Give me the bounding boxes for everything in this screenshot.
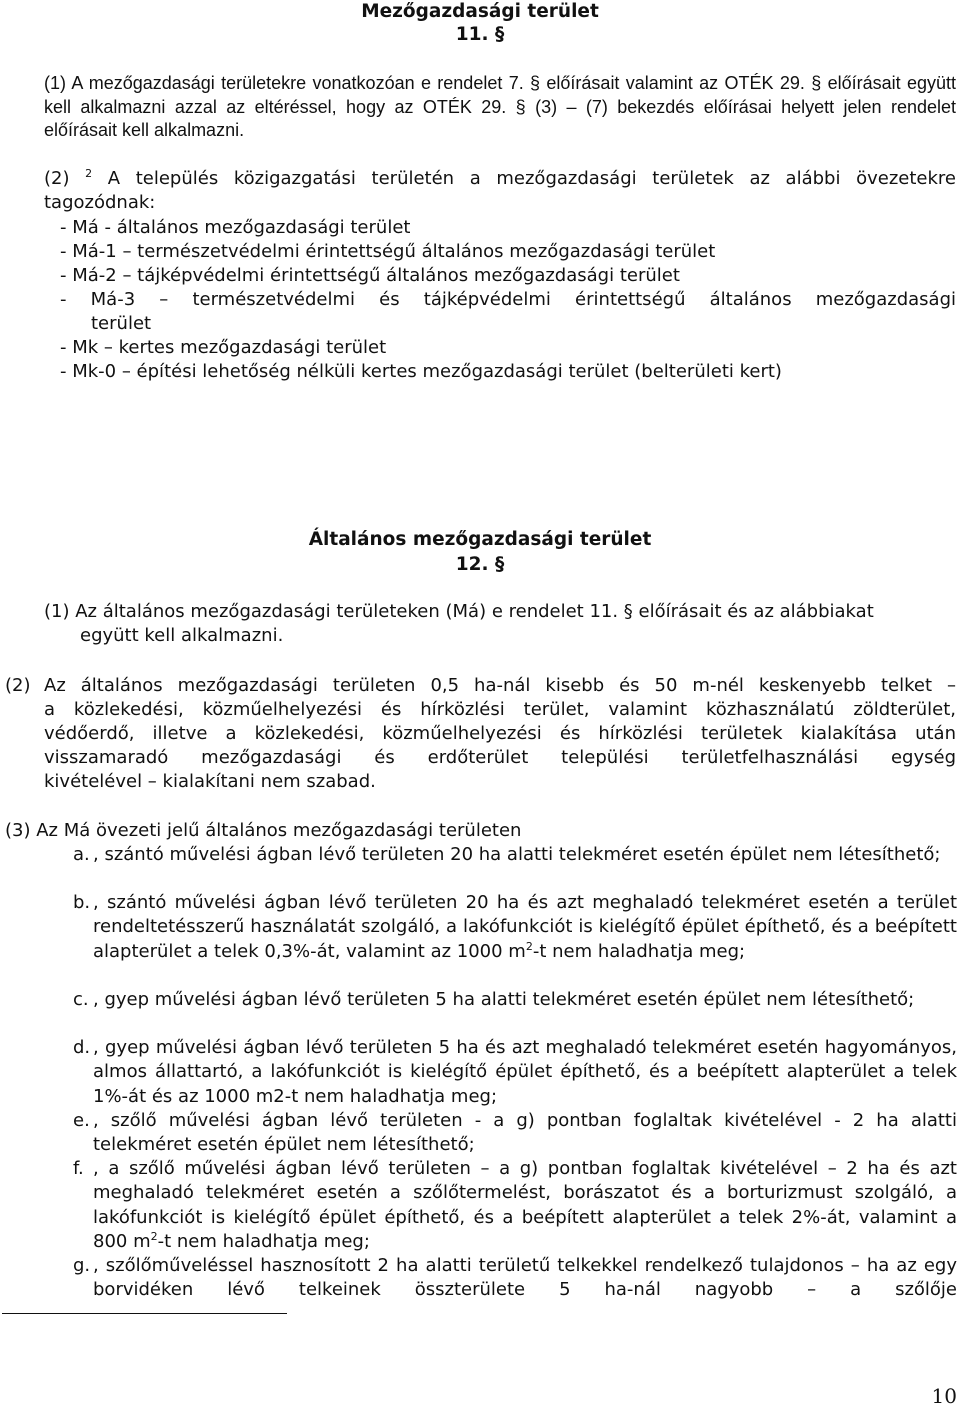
- zone-item: - Má-3 – természetvédelmi és tájképvédelmi érintettségű általános mezőgazdasági: [60, 289, 956, 310]
- item-label: d.: [73, 1037, 91, 1058]
- list-item: , gyep művelési ágban lévő területen 5 ha alatti telekméret esetén épület nem létesíthető;: [93, 989, 915, 1010]
- list-item: [93, 891, 957, 964]
- item-text: , szántó művelési ágban lévő területen 20 ha és azt meghaladó telekméret esetén a terület rendeltetésszerű használatát szolgáló, a lakófunkciót is kielégítő épület építhető, és a beépített alapterület a telek 0,3%-át, valamint az 1000 m: [93, 892, 957, 962]
- paragraph-2-text: A település közigazgatási területén a mezőgazdasági területek az alábbi övezetekre tagozódnak:: [44, 168, 956, 213]
- superscript: 2: [525, 939, 533, 953]
- page-number: 10: [931, 1384, 957, 1408]
- section-number: 11. §: [455, 24, 505, 45]
- item-label: b.: [73, 892, 91, 913]
- paragraph-1: (1) A mezőgazdasági területekre vonatkozóan e rendelet 7. § előírásait valamint az OTÉK 29. § előírásait együtt kell alkalmazni azzal az eltéréssel, hogy az OTÉK 29. § (3) – (7) bekezdés előírásai helyett jelen rendelet előírásait kell alkalmazni.: [44, 73, 956, 140]
- list-item: , szántó művelési ágban lévő területen 20 ha alatti telekméret esetén épület nem létesíthető;: [93, 844, 941, 865]
- zone-item: - Mk-0 – építési lehetőség nélküli kertes mezőgazdasági terület (belterületi kert): [60, 361, 782, 382]
- list-item: , szőlőműveléssel hasznosított 2 ha alatti területű telkekkel rendelkező tulajdonos – ha az egy borvidéken lévő telkeinek összterülete 5 ha-nál nagyobb – a szőlője: [93, 1255, 957, 1301]
- item-label: f.: [73, 1158, 84, 1179]
- paragraph-1-line: együtt kell alkalmazni.: [80, 625, 284, 646]
- zone-item: - Má-2 – tájképvédelmi érintettségű általános mezőgazdasági terület: [60, 265, 680, 286]
- paragraph-1-line: (1) Az általános mezőgazdasági területeken (Má) e rendelet 11. § előírásait és az alábbiakat: [44, 601, 874, 622]
- section-title: Mezőgazdasági terület: [361, 1, 599, 22]
- item-label: c.: [73, 989, 89, 1010]
- item-text: -t nem haladhatja meg;: [157, 1230, 370, 1252]
- list-item: , gyep művelési ágban lévő területen 5 ha és azt meghaladó telekméret esetén hagyományos, almos állattartó, a lakófunkciót is kielégítő épület építhető, és a beépített alapterület a telek 1%-át és az 1000 m2-t nem haladhatja meg;: [93, 1037, 957, 1107]
- item-text: , a szőlő művelési ágban lévő területen – a g) pontban foglaltak kivételével – 2 ha és azt meghaladó telekméret esetén a szőlőtermelést, borászatot és a borturizmust szolgáló, a lakófunkciót is kielégítő épület építhető, és a beépített alapterület a telek 2%-át, valamint a 800 m: [93, 1158, 957, 1252]
- zone-item-continuation: terület: [91, 313, 152, 334]
- paragraph-2-line: a közlekedési, közműelhelyezési és hírközlési terület, valamint közhasználatú zöldterület,: [44, 699, 956, 720]
- superscript: 2: [150, 1229, 158, 1243]
- paragraph-3-intro: (3) Az Má övezeti jelű általános mezőgazdasági területen: [5, 820, 522, 841]
- item-label: e.: [73, 1110, 90, 1131]
- zone-item: - Mk – kertes mezőgazdasági terület: [60, 337, 387, 358]
- item-label: a.: [73, 844, 90, 865]
- item-label: g.: [73, 1255, 91, 1276]
- paragraph-2-label: (2): [5, 675, 31, 696]
- footnote-divider: [2, 1313, 287, 1314]
- paragraph-2-line: Az általános mezőgazdasági területen 0,5 ha-nál kisebb és 50 m-nél keskenyebb telket –: [44, 675, 956, 696]
- zone-item: - Má - általános mezőgazdasági terület: [60, 217, 411, 238]
- paragraph-2: [44, 167, 956, 215]
- paragraph-2-line: kivételével – kialakítani nem szabad.: [44, 771, 376, 792]
- footnote-marker: 2: [85, 167, 93, 180]
- list-item: [93, 1157, 957, 1254]
- section-title: Általános mezőgazdasági terület: [308, 529, 652, 550]
- paragraph-2-line: visszamaradó mezőgazdasági és erdőterület települési területfelhasználási egység: [44, 747, 956, 768]
- list-item: , szőlő művelési ágban lévő területen - a g) pontban foglaltak kivételével - 2 ha alatti telekméret esetén épület nem létesíthető;: [93, 1110, 957, 1156]
- paragraph-2-line: védőerdő, illetve a közlekedési, közműelhelyezési és hírközlési területek kialakítása után: [44, 723, 956, 744]
- zone-item: - Má-1 – természetvédelmi érintettségű általános mezőgazdasági terület: [60, 241, 716, 262]
- item-text: -t nem haladhatja meg;: [532, 940, 746, 962]
- paragraph-2-prefix: (2): [44, 168, 70, 189]
- section-number: 12. §: [455, 554, 505, 575]
